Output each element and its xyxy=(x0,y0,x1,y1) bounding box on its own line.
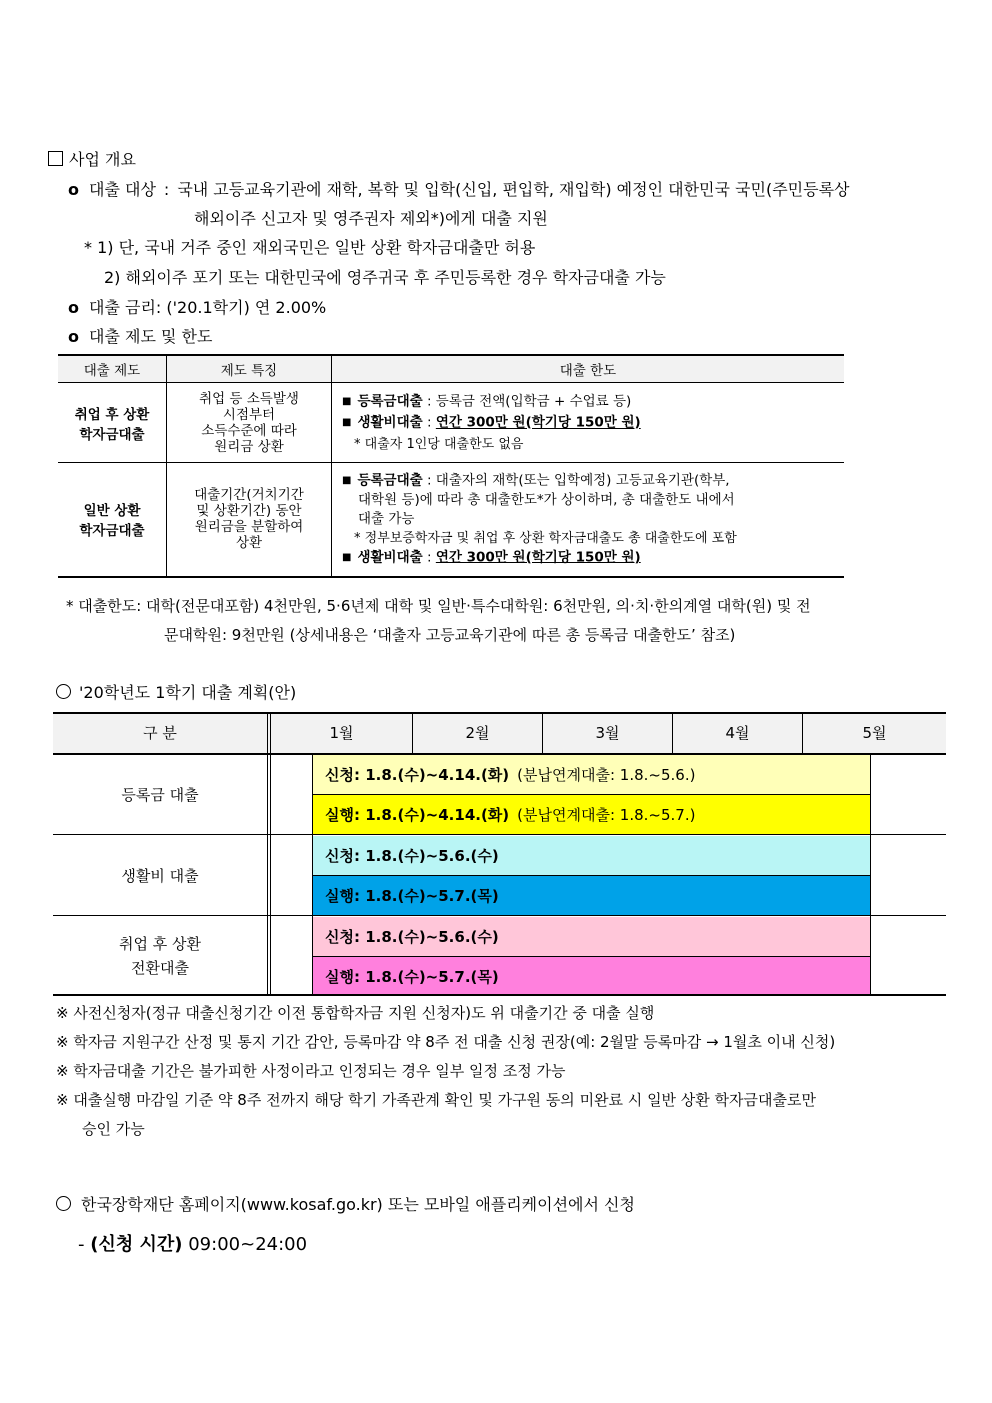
loan-system-title: o 대출 제도 및 한도 xyxy=(68,327,213,346)
conversion-exec-bar: 실행: 1.8.(수)~5.7.(목) xyxy=(313,957,870,996)
square-bullet-icon: ■ xyxy=(342,475,352,487)
loan-target: o 대출 대상 : 국내 고등교육기관에 재학, 복학 및 입학(신입, 편입학, 재입학) 예정인 대한민국 국민(주민등록상 xyxy=(68,180,850,199)
conversion-apply-bar: 신청: 1.8.(수)~5.6.(수) xyxy=(313,917,870,956)
square-bullet-icon: ■ xyxy=(342,395,352,407)
grid-line xyxy=(313,794,870,795)
header-limit: 대출 한도 xyxy=(332,355,845,383)
grid-line xyxy=(53,834,946,835)
row-name-general: 일반 상환 학자금대출 xyxy=(58,463,167,577)
bullet-o-icon: o xyxy=(68,327,79,346)
target-note-2: 2) 해외이주 포기 또는 대한민국에 영주귀국 후 주민등록한 경우 학자금대출 가능 xyxy=(104,268,666,287)
remark-2: ※ 학자금 지원구간 산정 및 통지 기간 감안, 등록마감 약 8주 전 대출 신청 권장(예: 2월말 등록마감 → 1월초 이내 신청) xyxy=(56,1033,836,1051)
header-may: 5월 xyxy=(862,724,887,742)
plan-title: '20학년도 1학기 대출 계획(안) xyxy=(56,680,296,703)
limit-note-2: 문대학원: 9천만원 (상세내용은 ‘대출자 고등교육기관에 따른 총 등록금 대출한도’ 참조) xyxy=(164,626,736,644)
row-tuition-label: 등록금 대출 xyxy=(121,785,199,804)
living-apply-bar: 신청: 1.8.(수)~5.6.(수) xyxy=(313,836,870,875)
bullet-o-icon: o xyxy=(68,180,79,199)
loan-limit-table xyxy=(58,354,844,578)
header-system: 대출 제도 xyxy=(58,355,167,383)
grid-line xyxy=(313,875,870,876)
grid-line xyxy=(53,712,946,714)
target-note-1: * 1) 단, 국내 거주 중인 재외국민은 일반 상환 학자금대출만 허용 xyxy=(84,238,536,257)
grid-line xyxy=(802,712,803,754)
grid-line xyxy=(53,915,946,916)
remark-4: ※ 대출실행 마감일 기준 약 8주 전까지 해당 학기 가족관계 확인 및 가구원 동의 미완료 시 일반 상환 학자금대출로만 xyxy=(56,1091,816,1109)
header-jan: 1월 xyxy=(329,724,354,742)
row-living-label: 생활비 대출 xyxy=(121,866,199,885)
row-feature-icl: 취업 등 소득발생 시점부터 소득수준에 따라 원리금 상환 xyxy=(167,383,332,463)
header-feature: 제도 특징 xyxy=(167,355,332,383)
bullet-o-icon: o xyxy=(68,298,79,317)
tuition-exec-bar: 실행: 1.8.(수)~4.14.(화) (분납연계대출: 1.8.~5.7.) xyxy=(313,795,870,834)
circle-bullet-icon xyxy=(56,684,71,699)
grid-line xyxy=(870,754,871,995)
grid-line xyxy=(672,712,673,754)
checkbox-square-icon xyxy=(48,151,63,166)
grid-line xyxy=(542,712,543,754)
remark-1: ※ 사전신청자(정규 대출신청기간 이전 통합학자금 지원 신청자)도 위 대출기간 중 대출 실행 xyxy=(56,1004,655,1022)
grid-line xyxy=(53,754,946,755)
section-heading: 사업 개요 xyxy=(48,147,136,170)
header-category: 구 분 xyxy=(143,724,177,742)
grid-line xyxy=(53,994,946,996)
tuition-apply-bar: 신청: 1.8.(수)~4.14.(화) (분납연계대출: 1.8.~5.6.) xyxy=(313,755,870,794)
loan-rate: o 대출 금리: ('20.1학기) 연 2.00% xyxy=(68,298,327,317)
apply-info: 한국장학재단 홈페이지(www.kosaf.go.kr) 또는 모바일 애플리케이션에서 신청 xyxy=(56,1192,635,1215)
circle-bullet-icon xyxy=(56,1196,71,1211)
grid-line xyxy=(267,712,268,995)
row-name-icl: 취업 후 상환 학자금대출 xyxy=(58,383,167,463)
header-apr: 4월 xyxy=(725,724,750,742)
remark-3: ※ 학자금대출 기간은 불가피한 사정이라고 인정되는 경우 일부 일정 조정 가능 xyxy=(56,1062,566,1080)
remark-4-cont: 승인 가능 xyxy=(82,1120,145,1138)
grid-line xyxy=(313,956,870,957)
living-exec-bar: 실행: 1.8.(수)~5.7.(목) xyxy=(313,876,870,915)
limit-note-1: * 대출한도: 대학(전문대포함) 4천만원, 5·6년제 대학 및 일반·특수대학원: 6천만원, 의·치·한의계열 대학(원) 및 전 xyxy=(66,597,811,615)
row-feature-general: 대출기간(거치기간 및 상환기간) 동안 원리금을 분할하여 상환 xyxy=(167,463,332,577)
grid-line xyxy=(412,712,413,754)
grid-line xyxy=(312,754,313,995)
row-conversion-label: 취업 후 상환 전환대출 xyxy=(119,934,201,977)
row-limit-icl: ■ 등록금대출 : 등록금 전액(입학금 + 수업료 등) ■ 생활비대출 : 연간 300만 원(학기당 150만 원) * 대출자 1인당 대출한도 없음 xyxy=(332,383,845,463)
square-bullet-icon: ■ xyxy=(342,551,352,563)
header-mar: 3월 xyxy=(595,724,620,742)
apply-time: - (신청 시간) 09:00~24:00 xyxy=(78,1234,308,1255)
grid-line xyxy=(270,712,271,995)
row-limit-general: ■ 등록금대출 : 대출자의 재학(또는 입학예정) 고등교육기관(학부, 대학원 등)에 따라 총 대출한도*가 상이하며, 총 대출한도 내에서 대출 가능 * 정부보증학자금 및 취업 후 상환 학자금대출도 총 대출한도에 포함 ■ 생활비대출 : 연간 300만 원(학기당 150만 원) xyxy=(332,463,845,577)
square-bullet-icon: ■ xyxy=(342,417,352,428)
header-feb: 2월 xyxy=(465,724,490,742)
loan-target-cont: 해외이주 신고자 및 영주권자 제외*)에게 대출 지원 xyxy=(194,209,548,228)
